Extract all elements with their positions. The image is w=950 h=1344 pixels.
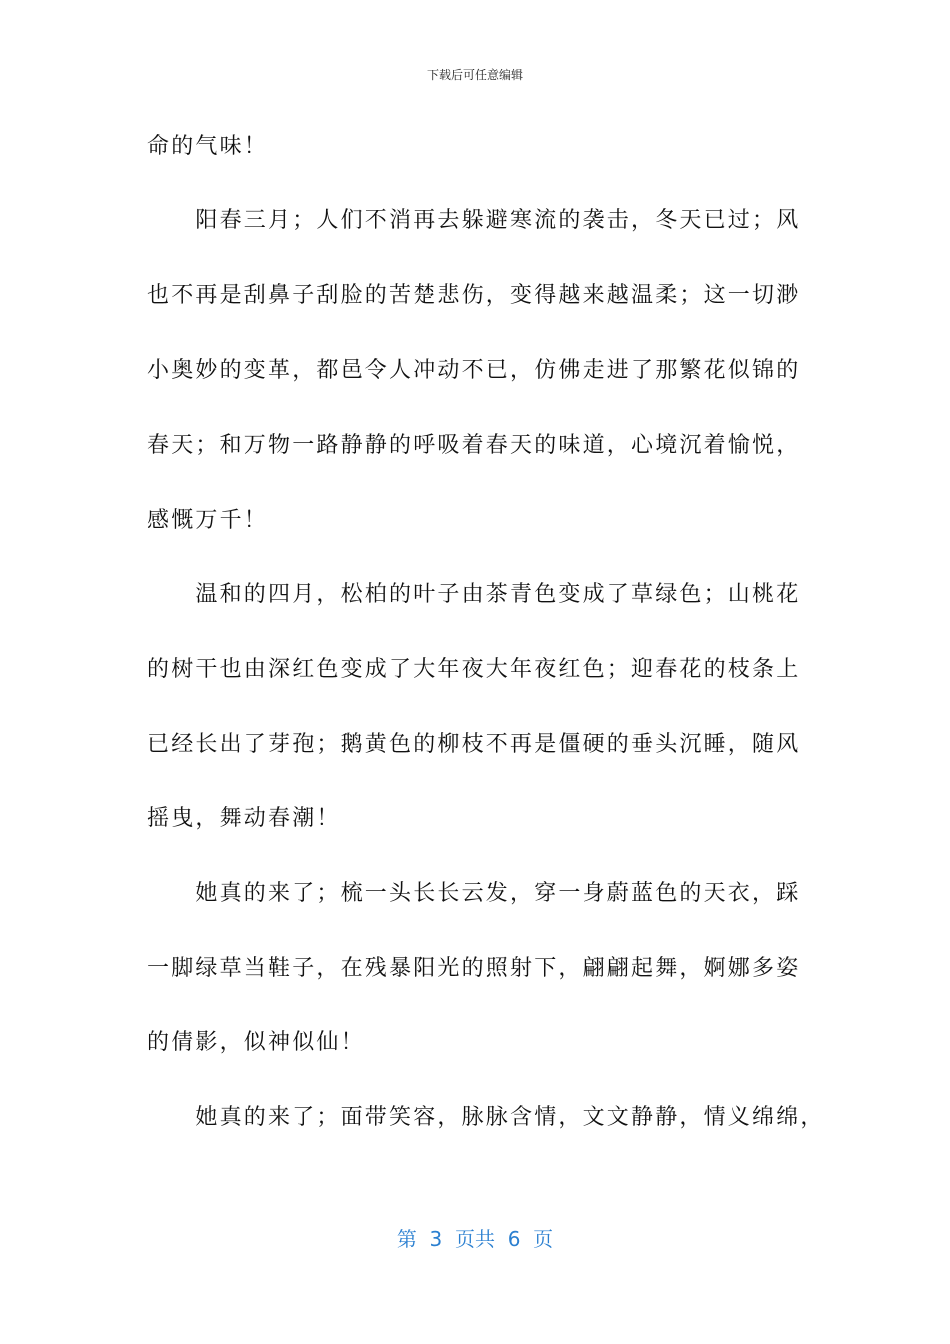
- text-line-8: 的树干也由深红色变成了大年夜大年夜红色；迎春花的枝条上: [147, 657, 801, 682]
- text-line-12: 一脚绿草当鞋子，在残暴阳光的照射下，翩翩起舞，婀娜多姿: [147, 956, 801, 981]
- text-line-3: 也不再是刮鼻子刮脸的苦楚悲伤，变得越来越温柔；这一切渺: [147, 283, 801, 308]
- text-line-10: 摇曳，舞动春潮！: [147, 806, 341, 831]
- text-line-2: 阳春三月；人们不消再去躲避寒流的袭击，冬天已过；风: [147, 208, 801, 233]
- text-line-5: 春天；和万物一路静静的呼吸着春天的味道，心境沉着愉悦，: [147, 433, 801, 458]
- page-header: 下载后可任意编辑: [426, 68, 523, 82]
- text-line-11: 她真的来了；梳一头长长云发，穿一身蔚蓝色的天衣，踩: [147, 881, 801, 906]
- text-line-13: 的倩影，似神似仙！: [147, 1030, 365, 1055]
- text-line-9: 已经长出了芽孢；鹅黄色的柳枝不再是僵硬的垂头沉睡，随风: [147, 732, 801, 757]
- text-line-6: 感慨万千！: [147, 508, 269, 533]
- text-line-14: 她真的来了；面带笑容，脉脉含情，文文静静，情义绵绵，: [147, 1105, 825, 1130]
- text-line-7: 温和的四月，松柏的叶子由茶青色变成了草绿色；山桃花: [147, 582, 801, 607]
- text-line-4: 小奥妙的变革，都邑令人冲动不已，仿佛走进了那繁花似锦的: [147, 358, 801, 383]
- text-line-1: 命的气味！: [147, 134, 269, 159]
- page-number-footer: 第 3 页共 6 页: [396, 1227, 554, 1251]
